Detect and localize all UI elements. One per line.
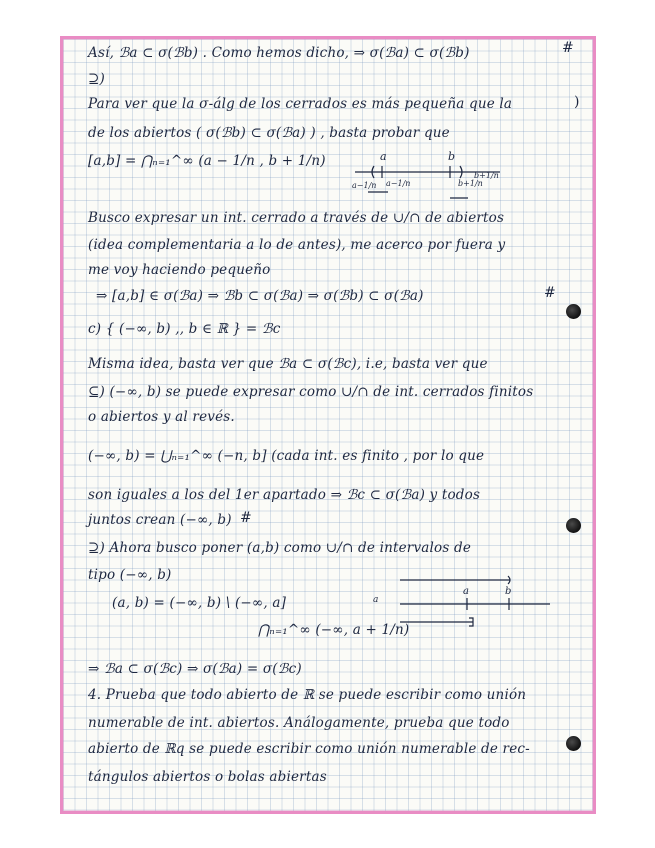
text-line: ⊇) Ahora busco poner (a,b) como ∪/∩ de intervalos de xyxy=(88,540,472,556)
text-line: Para ver que la σ-álg de los cerrados es más pequeña que la xyxy=(88,96,513,112)
label-b-plus: b+1/n xyxy=(458,179,483,188)
text-line: [a,b] = ⋂ₙ₌₁^∞ (a − 1/n , b + 1/n) xyxy=(88,153,326,169)
text-line: (−∞, b) = ⋃ₙ₌₁^∞ (−n, b] (cada int. es finito , por lo que xyxy=(88,448,485,464)
interval-diagram-closed xyxy=(350,150,510,210)
label-b: b xyxy=(448,150,456,163)
end-of-proof-mark: # xyxy=(240,510,252,526)
text-line: tipo (−∞, b) xyxy=(88,567,172,583)
text-line: ⋂ₙ₌₁^∞ (−∞, a + 1/n) xyxy=(258,622,410,638)
text-line: Misma idea, basta ver que ℬa ⊂ σ(ℬc), i.e, basta ver que xyxy=(88,356,488,372)
text-line: 4. Prueba que todo abierto de ℝ se puede escribir como unión xyxy=(88,687,527,703)
end-of-proof-mark: # xyxy=(562,40,574,56)
label-a-minus: a−1/n xyxy=(352,181,377,190)
label-b-plus: b+1/n xyxy=(474,171,499,180)
text-line: (a, b) = (−∞, b) \ (−∞, a] xyxy=(112,595,287,611)
label-a: a xyxy=(463,586,469,597)
binder-hole xyxy=(566,304,581,319)
label-a: a xyxy=(380,150,387,163)
text-line: (idea complementaria a lo de antes), me acerco por fuera y xyxy=(88,237,506,253)
text-line: numerable de int. abiertos. Análogamente, prueba que todo xyxy=(88,715,510,731)
text-line: abierto de ℝq se puede escribir como unión numerable de rec- xyxy=(88,741,530,757)
end-of-proof-mark: # xyxy=(544,285,556,301)
text-line: c) { (−∞, b) ,, b ∈ ℝ } = ℬc xyxy=(88,321,281,337)
text-line: Así, ℬa ⊂ σ(ℬb) . Como hemos dicho, ⇒ σ(ℬa) ⊂ σ(ℬb) xyxy=(88,45,470,61)
text-line: ⊆) (−∞, b) se puede expresar como ∪/∩ de int. cerrados finitos xyxy=(88,384,534,400)
text-line: tángulos abiertos o bolas abiertas xyxy=(88,769,327,785)
interval-diagram-halfline xyxy=(373,574,555,634)
label-a: a xyxy=(373,595,379,605)
text-line: de los abiertos ( σ(ℬb) ⊂ σ(ℬa) ) , basta probar que xyxy=(88,125,450,141)
label-b: b xyxy=(505,586,512,597)
text-line: ⇒ ℬa ⊂ σ(ℬc) ⇒ σ(ℬa) = σ(ℬc) xyxy=(88,661,302,677)
text-line: son iguales a los del 1er apartado ⇒ ℬc ⊂ σ(ℬa) y todos xyxy=(88,487,481,503)
text-line: juntos crean (−∞, b) xyxy=(88,512,232,528)
text-line: Busco expresar un int. cerrado a través de ∪/∩ de abiertos xyxy=(88,210,505,226)
text-line: o abiertos y al revés. xyxy=(88,409,235,425)
text-line: ⇒ [a,b] ∈ σ(ℬa) ⇒ ℬb ⊂ σ(ℬa) ⇒ σ(ℬb) ⊂ σ(ℬa) xyxy=(96,288,424,304)
label-a-minus: a−1/n xyxy=(386,179,411,188)
margin-parenthesis: ) xyxy=(574,94,580,110)
text-line: me voy haciendo pequeño xyxy=(88,262,271,278)
text-line: ⊇) xyxy=(88,71,105,87)
